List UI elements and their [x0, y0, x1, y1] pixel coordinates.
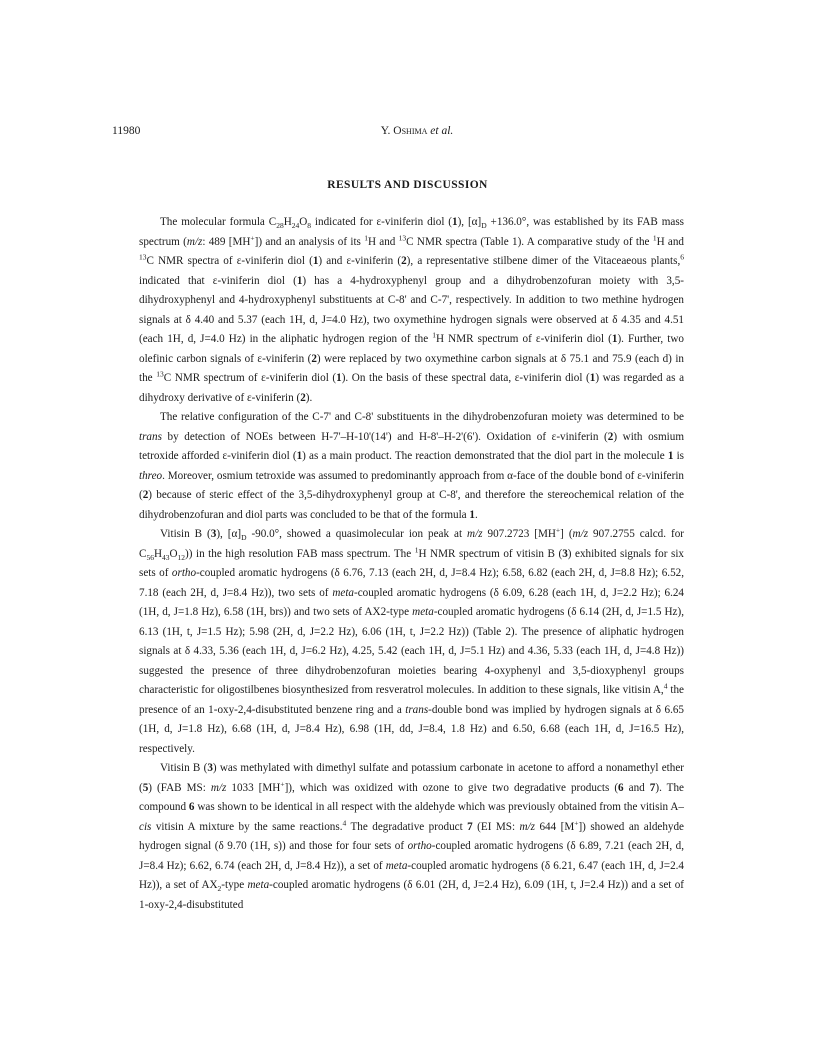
- paragraph-1: The molecular formula $C_{28}H_{24}O_8$ indicated for ε-viniferin diol (1), $[\alpha]_D +136.0^\circ$, was established by its FAB mass spectrum (m/z: 489 [MH+]) and an analysis of its $^1$H and $^{13}$C NMR spectra (Table 1). A comparative study of the $^1$H and $^{13}$C NMR spectra of ε-viniferin diol (1) and ε-viniferin (2), a representative stilbene dimer of the Vitaceaeous plants,$^6$ indicated that ε-viniferin diol (1) has a 4-hydroxyphenyl group and a dihydrobenzofuran moiety with 3,5-dihydroxyphenyl and 4-hydroxyphenyl substituents at C-8' and C-7', respectively. In addition to two methine hydrogen signals at δ 4.40 and 5.37 (each 1H, d, J=4.0 Hz), two oxymethine hydrogen signals were observed at δ 4.35 and 4.51 (each 1H, d, J=4.0 Hz) in the aliphatic hydrogen region of the $^1$H NMR spectrum of ε-viniferin diol (1). Further, two olefinic carbon signals of ε-viniferin (2) were replaced by two oxymethine carbon signals at δ 75.1 and 75.9 (each d) in the $^{13}$C NMR spectrum of ε-viniferin diol (1). On the basis of these spectral data, ε-viniferin diol (1) was regarded as a dihydroxy derivative of ε-viniferin (2).: [139, 216, 685, 404]
- author-etal: et al.: [427, 125, 454, 137]
- section-heading: RESULTS AND DISCUSSION: [327, 179, 488, 191]
- author-initial: Y. O: [380, 125, 402, 137]
- running-author: [112, 125, 722, 137]
- paragraph-2: The relative configuration of the C-7' and C-8' substituents in the dihydrobenzofuran moiety was determined to be trans by detection of NOEs between H-7'–H-10'(14') and H-8'–H-2'(6'). Oxidation of ε-viniferin (2) with osmium tetroxide afforded ε-viniferin diol (1) as a main product. The reaction demonstrated that the diol part in the molecule 1 is threo. Moreover, osmium tetroxide was assumed to predominantly approach from α-face of the double bond of ε-viniferin (2) because of steric effect of the 3,5-dihydroxyphenyl group at C-8', and therefore the stereochemical relation of the dihydrobenzofuran and diol parts was concluded to be that of the formula 1.: [139, 411, 685, 521]
- paragraph-4: Vitisin B (3) was methylated with dimethyl sulfate and potassium carbonate in acetone to afford a nonamethyl ether (5) (FAB MS: m/z 1033 [MH+]), which was oxidized with ozone to give two degradative products (6 and 7). The compound 6 was shown to be identical in all respect with the aldehyde which was previously obtained from the vitisin A–cis vitisin A mixture by the same reactions.$^4$ The degradative product 7 (EI MS: m/z 644 [M+]) showed an aldehyde hydrogen signal (δ 9.70 (1H, s)) and those for four sets of ortho-coupled aromatic hydrogens (δ 6.89, 7.21 (each 2H, d, J=8.4 Hz); 6.62, 6.74 (each 2H, d, J=8.4 Hz)), a set of meta-coupled aromatic hydrogens (δ 6.21, 6.47 (each 1H, d, J=2.4 Hz)), a set of $AX_2$-type meta-coupled aromatic hydrogens (δ 6.01 (2H, d, J=2.4 Hz), 6.09 (1H, t, J=2.4 Hz)) and a set of 1-oxy-2,4-disubstituted: [139, 762, 685, 911]
- author-surname: shima: [401, 125, 428, 137]
- body-text: [139, 213, 684, 915]
- page-number: 11980: [112, 125, 141, 137]
- paragraph-3: Vitisin B (3), $[\alpha]_D$ -90.0°, showed a quasimolecular ion peak at m/z 907.2723 [MH+] (m/z 907.2755 calcd. for $C_{56}H_{43}O_{12}$)) in the high resolution FAB mass spectrum. The $^1$H NMR spectrum of vitisin B (3) exhibited signals for six sets of ortho-coupled aromatic hydrogens (δ 6.76, 7.13 (each 2H, d, J=8.4 Hz); 6.58, 6.82 (each 2H, d, J=8.8 Hz); 6.52, 7.18 (each 2H, d, J=8.4 Hz)), two sets of meta-coupled aromatic hydrogens (δ 6.09, 6.28 (each 1H, d, J=2.2 Hz); 6.24 (1H, d, J=1.8 Hz), 6.58 (1H, brs)) and two sets of AX2-type meta-coupled aromatic hydrogens (δ 6.14 (2H, d, J=1.5 Hz), 6.13 (1H, t, J=1.5 Hz); 5.98 (2H, d, J=2.2 Hz), 6.06 (1H, t, J=2.2 Hz)) (Table 2). The presence of aliphatic hydrogen signals at δ 4.33, 5.36 (each 1H, d, J=6.2 Hz), 4.25, 5.42 (each 1H, d, J=5.1 Hz) and 4.36, 5.33 (each 1H, d, J=4.8 Hz)) suggested the presence of three dihydrobenzofuran moieties bearing 4-oxyphenyl and 3,5-dioxyphenyl groups characteristic for oligostilbenes biosynthesized from resveratrol molecules. In addition to these signals, like vitisin A,$^4$ the presence of an 1-oxy-2,4-disubstituted benzene ring and a trans-double bond was implied by hydrogen signals at δ 6.65 (1H, d, J=1.8 Hz), 6.68 (1H, d, J=8.4 Hz), 6.98 (1H, dd, J=8.4, 1.8 Hz) and 6.50, 6.68 (each 1H, d, J=16.5 Hz), respectively.: [139, 525, 684, 755]
- running-header: [112, 125, 722, 141]
